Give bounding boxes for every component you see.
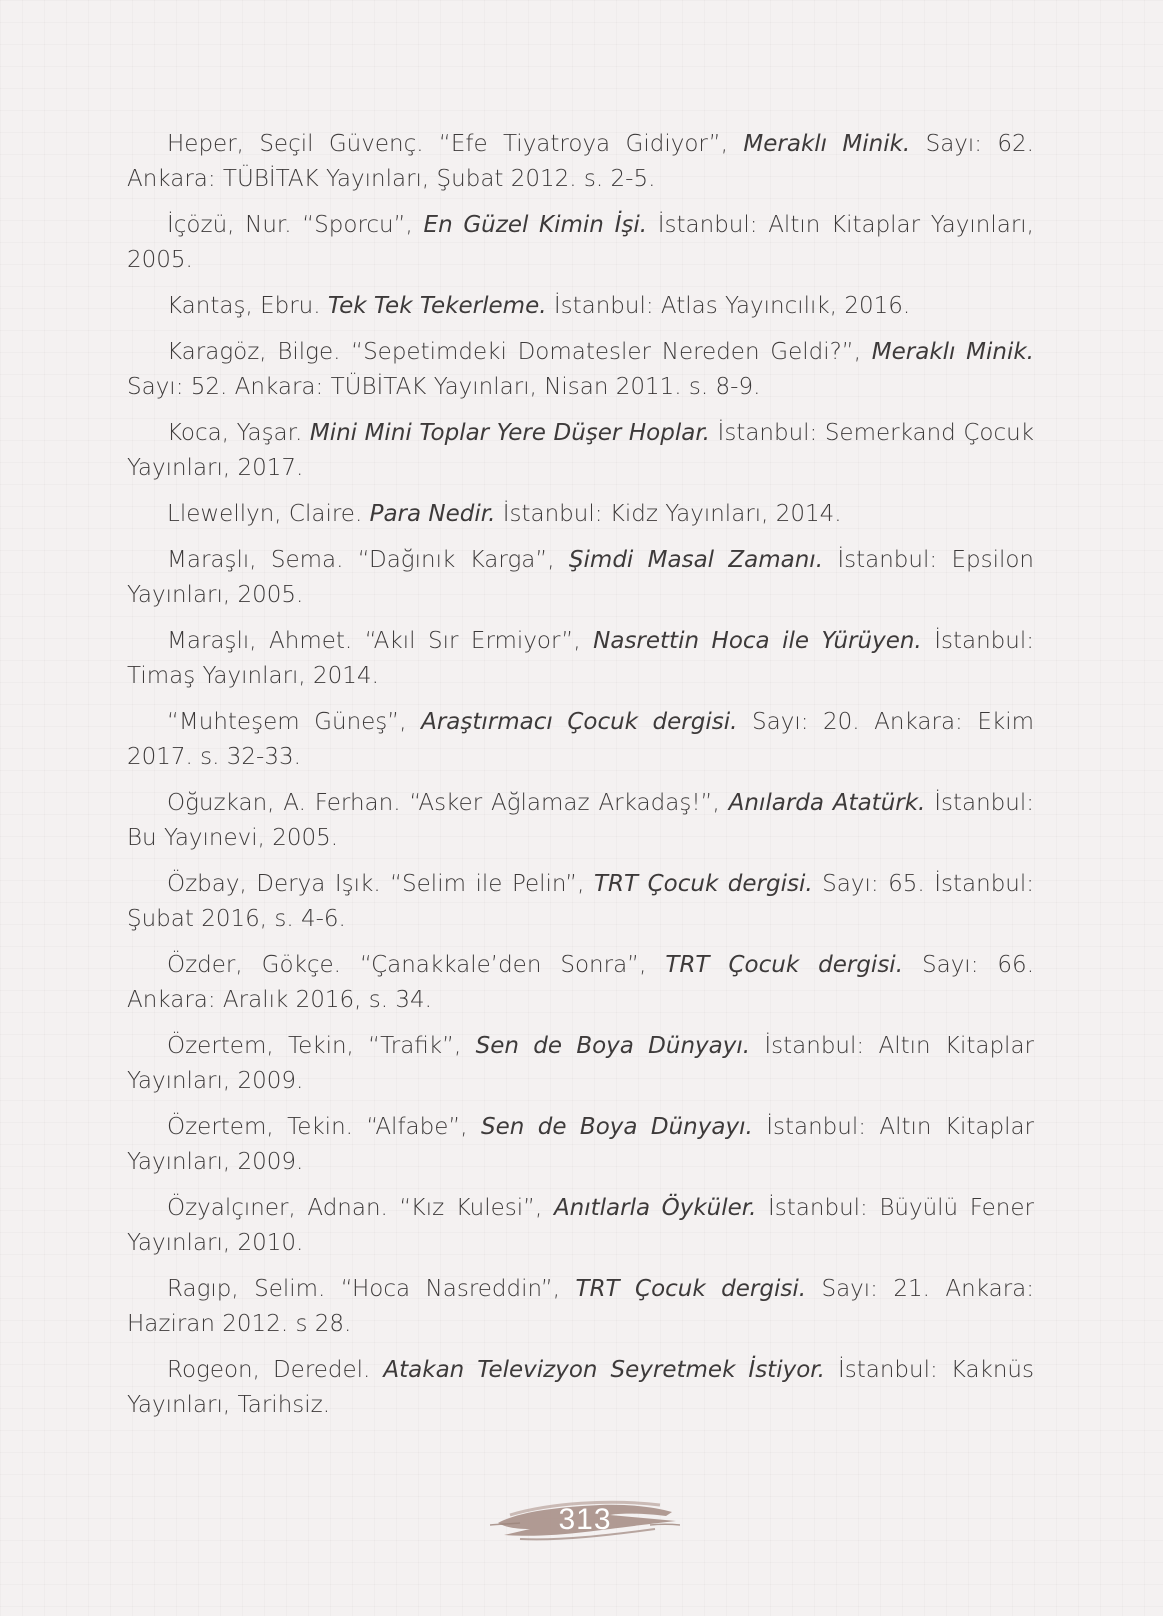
reference-entry: Rogeon, Deredel. Atakan Televizyon Seyretmek İstiyor. İstanbul: Kaknüs Yayınları, Tarihsiz. <box>127 1357 1034 1418</box>
reference-entry: İçözü, Nur. “Sporcu”, En Güzel Kimin İşi. İstanbul: Altın Kitaplar Yayınları, 2005. <box>127 212 1034 273</box>
reference-entry: Özyalçıner, Adnan. “Kız Kulesi”, Anıtlarla Öyküler. İstanbul: Büyülü Fener Yayınları, 2010. <box>127 1195 1034 1256</box>
bibliography <box>127 127 1034 1434</box>
reference-entry: Llewellyn, Claire. Para Nedir. İstanbul: Kidz Yayınları, 2014. <box>167 501 842 527</box>
reference-entry: Özertem, Tekin, “Trafik”, Sen de Boya Dünyayı. İstanbul: Altın Kitaplar Yayınları, 2009. <box>127 1033 1034 1094</box>
reference-entry: Heper, Seçil Güvenç. “Efe Tiyatroya Gidiyor”, Meraklı Minik. Sayı: 62. Ankara: TÜBİTAK Yayınları, Şubat 2012. s. 2-5. <box>127 131 1034 192</box>
reference-entry: Maraşlı, Sema. “Dağınık Karga”, Şimdi Masal Zamanı. İstanbul: Epsilon Yayınları, 2005. <box>127 547 1035 608</box>
page-number-badge <box>490 1485 680 1555</box>
reference-entry: Kantaş, Ebru. Tek Tek Tekerleme. İstanbul: Atlas Yayıncılık, 2016. <box>167 293 911 319</box>
reference-entry: Özbay, Derya Işık. “Selim ile Pelin”, TRT Çocuk dergisi. Sayı: 65. İstanbul: Şubat 2016, s. 4-6. <box>127 871 1035 932</box>
reference-entry: Oğuzkan, A. Ferhan. “Asker Ağlamaz Arkadaş!”, Anılarda Atatürk. İstanbul: Bu Yayınevi, 2005. <box>127 790 1034 851</box>
reference-entry: Özertem, Tekin. “Alfabe”, Sen de Boya Dünyayı. İstanbul: Altın Kitaplar Yayınları, 2009. <box>127 1114 1035 1175</box>
reference-entry: Ragıp, Selim. “Hoca Nasreddin”, TRT Çocuk dergisi. Sayı: 21. Ankara: Haziran 2012. s 28. <box>127 1276 1034 1337</box>
reference-entry: Maraşlı, Ahmet. “Akıl Sır Ermiyor”, Nasrettin Hoca ile Yürüyen. İstanbul: Timaş Yayınları, 2014. <box>127 628 1034 689</box>
page-number: 313 <box>558 1503 612 1536</box>
reference-entry: Karagöz, Bilge. “Sepetimdeki Domatesler Nereden Geldi?”, Meraklı Minik. Sayı: 52. Ankara: TÜBİTAK Yayınları, Nisan 2011. s. 8-9. <box>127 339 1034 400</box>
reference-entry: Koca, Yaşar. Mini Mini Toplar Yere Düşer Hoplar. İstanbul: Semerkand Çocuk Yayınları, 2017. <box>127 420 1034 481</box>
reference-entry: Özder, Gökçe. “Çanakkale’den Sonra”, TRT Çocuk dergisi. Sayı: 66. Ankara: Aralık 2016, s. 34. <box>127 952 1034 1013</box>
reference-entry: “Muhteşem Güneş”, Araştırmacı Çocuk dergisi. Sayı: 20. Ankara: Ekim 2017. s. 32-33. <box>127 709 1034 770</box>
